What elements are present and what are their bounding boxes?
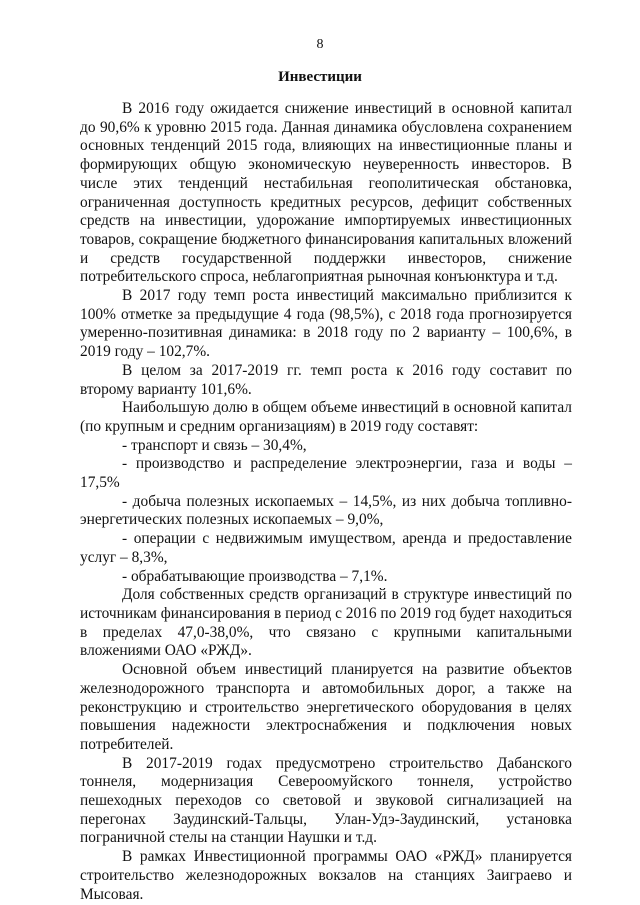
paragraph-rzd-program: В рамках Инвестиционной программы ОАО «РЖД» планируется строительство железнодорожных вокзалов на станциях Заиграево и Мысовая. xyxy=(80,848,572,903)
section-heading: Инвестиции xyxy=(278,69,362,85)
list-item-mining: - добыча полезных ископаемых – 14,5%, из них добыча топливно-энергетических полезных ископаемых – 9,0%, xyxy=(80,492,572,529)
page-number: 8 xyxy=(316,37,324,52)
paragraph-overall-growth: В целом за 2017-2019 гг. темп роста к 2016 году составит по второму варианту 101,6%. xyxy=(80,361,572,398)
paragraph-2017-growth: В 2017 году темп роста инвестиций максимально приблизится к 100% отметке за предыдущие 4 года (98,5%), с 2018 года прогнозируется умеренно-позитивная динамика: в 2018 году по 2 варианту – 100,6%, в 2019 году – 102,7%. xyxy=(80,287,572,361)
list-item-real-estate: - операции с недвижимым имуществом, аренда и предоставление услуг – 8,3%, xyxy=(80,530,572,566)
list-item-energy: - производство и распределение электроэнергии, газа и воды – 17,5% xyxy=(80,455,572,492)
list-item-manufacturing: - обрабатывающие производства – 7,1%. xyxy=(122,567,388,585)
paragraph-largest-share: Наибольшую долю в общем объеме инвестиций в основной капитал (по крупным и средним организациям) в 2019 году составят: xyxy=(80,399,572,435)
document-body xyxy=(80,100,572,904)
paragraph-main-investment: Основной объем инвестиций планируется на развитие объектов железнодорожного транспорта и автомобильных дорог, а также на реконструкцию и строительство энергетического оборудования в целях повышения надежности электроснабжения и подключения новых потребителей. xyxy=(80,661,572,753)
paragraph-investment-decline: В 2016 году ожидается снижение инвестиций в основной капитал до 90,6% к уровню 2015 года. Данная динамика обусловлена сохранением основных тенденций 2015 года, влияющих на инвестиционные планы и формирующих общую экономическую неуверенность инвесторов. В числе этих тенденций нестабильная геополитическая обстановка, ограниченная доступность кредитных ресурсов, дефицит собственных средств на инвестиции, удорожание импортируемых инвестиционных товаров, сокращение бюджетного финансирования капитальных вложений и средств государственной поддержки инвесторов, снижение потребительского спроса, неблагоприятная рыночная конъюнктура и т.д. xyxy=(80,100,572,286)
paragraph-construction-plans: В 2017-2019 годах предусмотрено строительство Дабанского тоннеля, модернизация Североомуйского тоннеля, устройство пешеходных переходов со световой и звуковой сигнализацией на перегонах Заудинский-Тальцы, Улан-Удэ-Заудинский, установка пограничной стелы на станции Наушки и т.д. xyxy=(80,754,572,847)
paragraph-own-funds: Доля собственных средств организаций в структуре инвестиций по источникам финансирования в период с 2016 по 2019 год будет находиться в пределах 47,0-38,0%, что связано с крупными капитальными вложениями ОАО «РЖД». xyxy=(80,586,573,660)
list-item-transport: - транспорт и связь – 30,4%, xyxy=(122,436,307,454)
